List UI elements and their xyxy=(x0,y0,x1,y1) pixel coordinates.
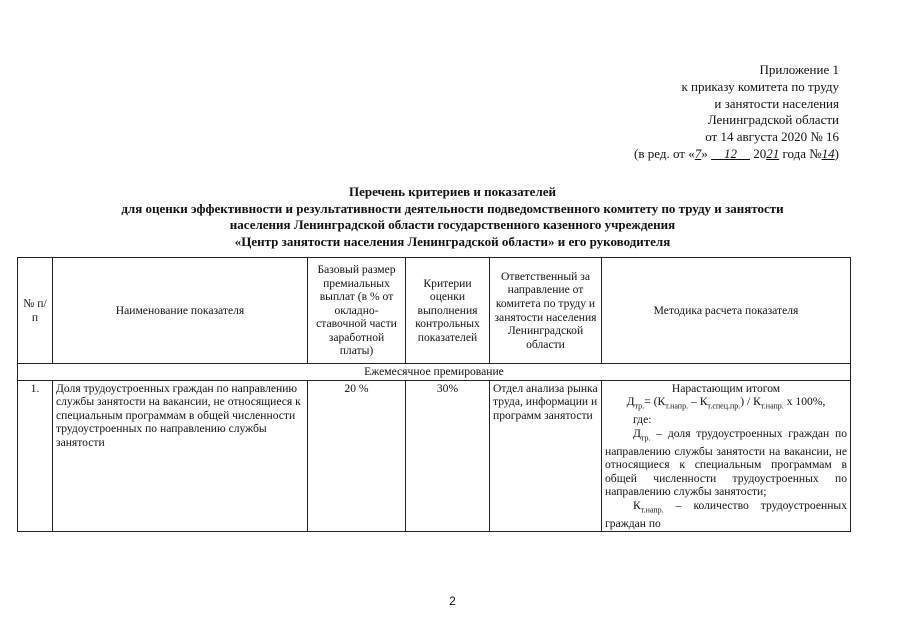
row-num: 1. xyxy=(18,380,53,532)
method-where: где: xyxy=(633,413,652,427)
document-title xyxy=(30,184,875,250)
header-num: № п/п xyxy=(18,258,53,364)
row-method xyxy=(602,380,851,532)
method-formula: $Д_{тр.}= (К_{т.напр.} - К_{т.спец.пр.}) / К_{т.напр.}$ х 100%, xyxy=(626,395,826,411)
revision-year: 21 xyxy=(766,145,780,161)
header-name: Наименование показателя xyxy=(53,258,308,364)
page-number: 2 xyxy=(449,594,456,608)
appendix-line: от 14 августа 2020 № 16 xyxy=(705,129,839,145)
revision-day: 7 xyxy=(694,145,702,161)
appendix-line: Ленинградской области xyxy=(707,112,839,128)
table-header-row xyxy=(18,258,851,364)
row-responsible: Отдел анализа рынка труда, информации и программ занятости xyxy=(490,380,602,532)
appendix-header xyxy=(634,62,839,163)
row-base: 20 % xyxy=(308,380,406,532)
title-line: для оценки эффективности и результативности деятельности подведомственного комитету по труду и занятости xyxy=(121,200,784,216)
appendix-line: к приказу комитета по труду xyxy=(681,78,839,94)
row-criteria: 30% xyxy=(406,380,490,532)
title-line: Перечень критериев и показателей xyxy=(348,184,557,199)
title-line: населения Ленинградской области государственного казенного учреждения xyxy=(229,217,676,233)
table-row xyxy=(18,380,851,532)
method-k-definition: $К_{т.напр.}$ – количество трудоустроенных граждан по xyxy=(605,498,847,530)
section-row xyxy=(18,364,851,381)
section-monthly-bonus: Ежемесячное премирование xyxy=(18,364,851,381)
appendix-line: Приложение 1 xyxy=(759,62,839,77)
row-name: Доля трудоустроенных граждан по направлению службы занятости на вакансии, не относящиеся к специальным программам в общей численности трудоустроенных по направлению службы занятости xyxy=(53,380,308,532)
appendix-line: и занятости населения xyxy=(714,95,839,111)
method-d-definition: $Д_{тр.}$ – доля трудоустроенных граждан по направлению службы занятости на вакансии, не относящиеся к специальным программам в общей численности трудоустроенных по направлению службы занятости; xyxy=(605,426,847,499)
method-cumulative: Нарастающим итогом xyxy=(671,381,781,395)
revision-number: 14 xyxy=(821,145,835,161)
header-method: Методика расчета показателя xyxy=(602,258,851,364)
header-base: Базовый размер премиальных выплат (в % от окладно-ставочной части заработной платы) xyxy=(308,258,406,364)
revision-month: 12 xyxy=(723,145,737,161)
header-criteria: Критерии оценки выполнения контрольных показателей xyxy=(406,258,490,364)
header-responsible: Ответственный за направление от комитета по труду и занятости населения Ленинградской области xyxy=(490,258,602,364)
criteria-table xyxy=(17,257,851,532)
title-line: «Центр занятости населения Ленинградской области» и его руководителя xyxy=(234,233,671,249)
revision-line: (в ред. от «7» 12 2021 года №14) xyxy=(634,145,839,161)
